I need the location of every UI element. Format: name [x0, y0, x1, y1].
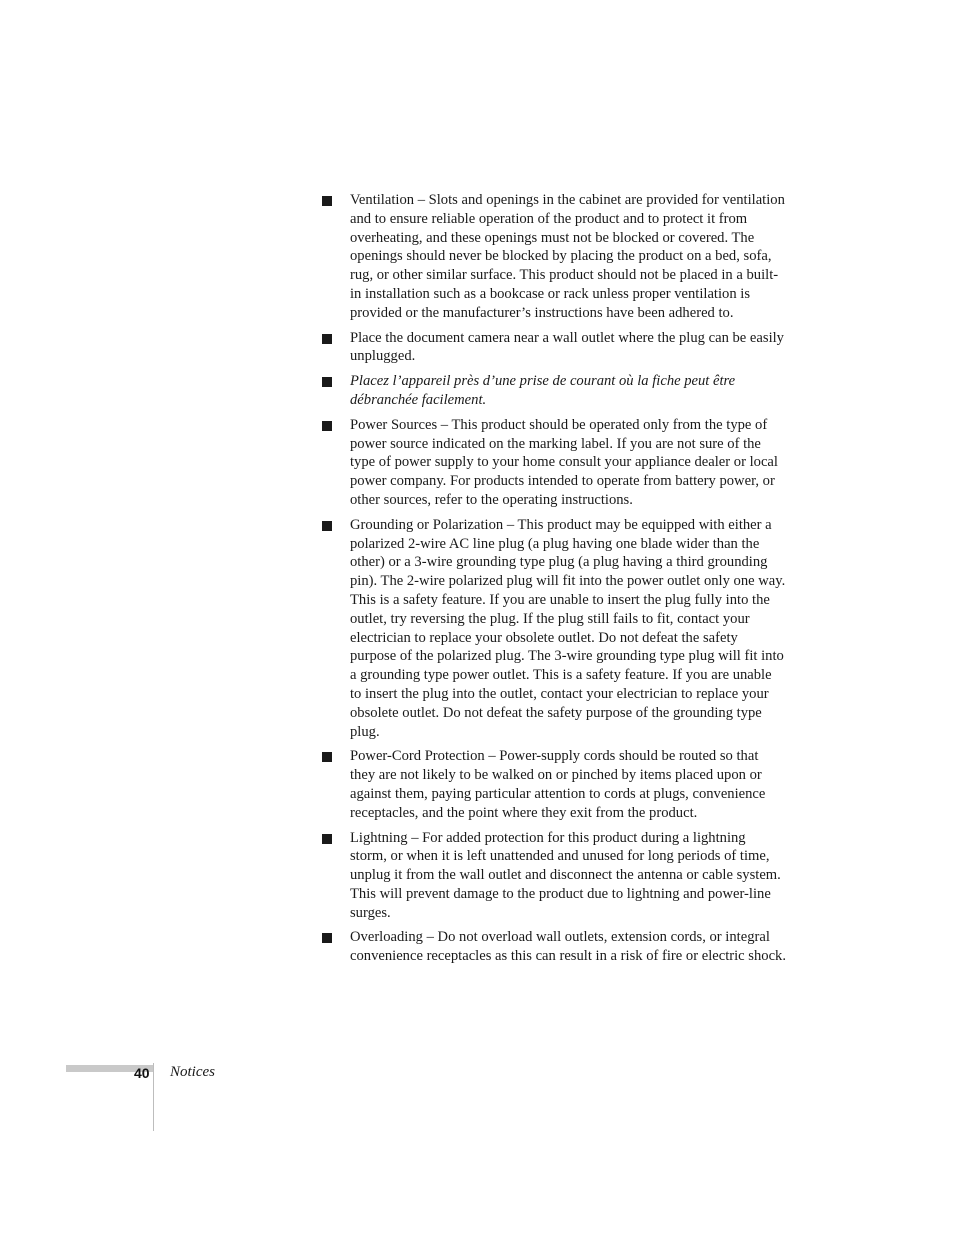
list-item-text: Lightning – For added protection for this product during a lightning storm, or when it is left unattended and unused for long periods of time, unplug it from the wall outlet and disconnect the antenna or cable system. This will prevent damage to the product due to lightning and power-line surges. — [350, 829, 781, 921]
notice-list — [320, 191, 786, 972]
list-item-grounding — [320, 516, 786, 742]
list-item-power-sources — [320, 416, 786, 510]
square-bullet-icon — [322, 196, 332, 206]
list-item-text: Grounding or Polarization – This product may be equipped with either a polarized 2-wire AC line plug (a plug having one blade wider than the other) or a 3-wire grounding type plug (a plug having a third grounding pin). The 2-wire polarized plug will fit into the power outlet only one way. This is a safety feature. If you are unable to insert the plug fully into the outlet, try reversing the plug. If the plug still fails to fit, contact your electrician to replace your obsolete outlet. Do not defeat the safety purpose of the polarized plug. The 3-wire grounding type plug will fit into a grounding type power outlet. This is a safety feature. If you are unable to insert the plug into the outlet, contact your electrician to replace your obsolete outlet. Do not defeat the safety purpose of the grounding type plug. — [350, 516, 786, 740]
list-item-text: Overloading – Do not overload wall outlets, extension cords, or integral convenience receptacles as this can result in a risk of fire or electric shock. — [350, 929, 786, 965]
list-item-lightning — [320, 829, 786, 923]
list-item-ventilation — [320, 191, 786, 323]
list-item-text: Place the document camera near a wall outlet where the plug can be easily unplugged. — [350, 329, 784, 365]
list-item-text: Ventilation – Slots and openings in the cabinet are provided for ventilation and to ensure reliable operation of the product and to protect it from overheating, and these openings must not be blocked or covered. The openings should never be blocked by placing the product on a bed, sofa, rug, or other similar surface. This product should not be placed in a built-in installation such as a bookcase or rack unless proper ventilation is provided or the manufacturer’s instructions have been adhered to. — [350, 192, 785, 321]
square-bullet-icon — [322, 933, 332, 943]
list-item-text: Power-Cord Protection – Power-supply cords should be routed so that they are not likely to be walked on or pinched by items placed upon or against them, paying particular attention to cords at plugs, convenience receptacles, and the point where they exit from the product. — [350, 748, 766, 821]
page-number: 40 — [134, 1065, 150, 1081]
footer-divider — [153, 1063, 154, 1131]
square-bullet-icon — [322, 377, 332, 387]
list-item-wall-outlet-french — [320, 372, 786, 410]
list-item-text: Power Sources – This product should be operated only from the type of power source indicated on the marking label. If you are not sure of the type of power supply to your home consult your appliance dealer or local power company. For products intended to operate from battery power, or other sources, refer to the operating instructions. — [350, 416, 778, 508]
square-bullet-icon — [322, 521, 332, 531]
square-bullet-icon — [322, 834, 332, 844]
square-bullet-icon — [322, 334, 332, 344]
square-bullet-icon — [322, 752, 332, 762]
list-item-overloading — [320, 928, 786, 966]
list-item-text: Placez l’appareil près d’une prise de courant où la fiche peut être débranchée facilement. — [350, 373, 736, 408]
list-item-wall-outlet — [320, 329, 786, 367]
footer-section-title: Notices — [170, 1064, 215, 1080]
square-bullet-icon — [322, 421, 332, 431]
list-item-power-cord — [320, 747, 786, 822]
